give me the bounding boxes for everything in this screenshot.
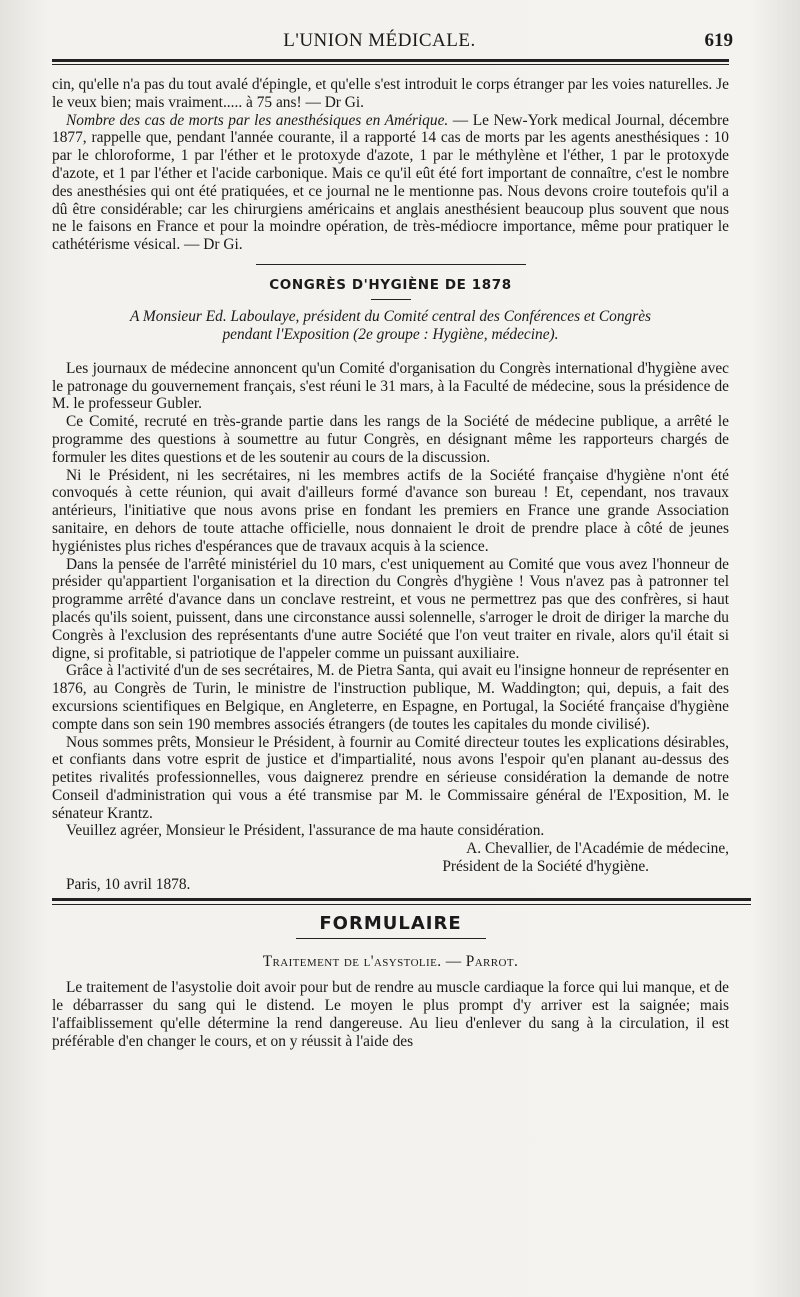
page-body: [52, 76, 729, 1050]
congres-title: CONGRÈS D'HYGIÈNE DE 1878: [269, 276, 512, 293]
congres-paragraph: Nous sommes prêts, Monsieur le Président, à fournir au Comité directeur toutes les explications désirables, et confiants dans votre esprit de justice et d'impartialité, nous avons l'espoir qu'en planant au-dessus des petites rivalités professionnelles, vous daignerez prendre en sérieuse considération la demande de notre Conseil d'administration qui vous a été transmise par M. le Commissaire général de l'Exposition, M. le sénateur Krantz.: [52, 733, 729, 822]
dedication: [62, 308, 719, 344]
intro-paragraph: cin, qu'elle n'a pas du tout avalé d'épingle, et qu'elle s'est introduit le corps étranger par les voies naturelles. Je le veux bien; mais vraiment..... à 75 ans! — Dr Gi.: [52, 76, 729, 111]
running-title: L'UNION MÉDICALE.: [283, 30, 476, 51]
place-date: Paris, 10 avril 1878.: [66, 875, 191, 893]
anesthesia-paragraph: [52, 112, 729, 254]
congres-paragraph: Grâce à l'activité d'un de ses secrétaires, M. de Pietra Santa, qui avait eu l'insigne honneur de représenter en 1876, au Congrès de Turin, le ministre de l'instruction publique, M. Waddington; qui, depuis, a fait des excursions scientifiques en Belgique, en Angleterre, en Espagne, en Portugal, la Société française d'hygiène compte dans son sein 190 membres associés étrangers (de toutes les capitales du monde civilisé).: [52, 662, 729, 733]
page-number: 619: [704, 30, 733, 51]
title-underline: [371, 299, 411, 300]
dedication-line-2: pendant l'Exposition (2e groupe : Hygiène, médecine).: [222, 325, 559, 343]
congres-paragraph: Dans la pensée de l'arrêté ministériel du 10 mars, c'est uniquement au Comité que vous avez l'honneur de présider qu'appartient l'organisation et la direction du Congrès d'hygiène ! Vous n'avez pas à patronner tel programme arrêté d'avance dans un conclave restreint, et vous ne permettrez pas que des confrères, si haut placés qu'ils soient, puissent, dans une circonstance aussi solennelle, s'arroger le droit de diriger la marche du Congrès à l'exclusion des représentants d'une autre Société que l'on veut traiter en rivale, alors qu'il était si digne, si profitable, si patriotique de l'appeler comme un puissant auxiliaire.: [52, 555, 729, 662]
header-rule-thin: [52, 64, 729, 65]
congres-paragraph: Ce Comité, recruté en très-grande partie dans les rangs de la Société de médecine publique, a arrêté le programme des questions à soumettre au futur Congrès, en désignant même les rapporteurs chargés de formuler les dites questions et de les soutenir au cours de la discussion.: [52, 413, 729, 466]
formulaire-title: FORMULAIRE: [319, 912, 462, 934]
dedication-line-1: A Monsieur Ed. Laboulaye, président du Comité central des Conférences et Congrès: [129, 307, 652, 325]
formulaire-underline: [296, 938, 486, 939]
page-header: [52, 0, 733, 58]
congres-paragraph: Les journaux de médecine annoncent qu'un Comité d'organisation du Congrès international d'hygiène avec le patronage du gouvernement français, s'est réuni le 31 mars, à la Faculté de médecine, sous la présidence de M. le professeur Gubler.: [52, 359, 729, 413]
signature-line-1: A. Chevallier, de l'Académie de médecine,: [466, 840, 729, 858]
closing-paragraph: Veuillez agréer, Monsieur le Président, l'assurance de ma haute considération.: [66, 822, 545, 840]
anesthesia-title: Nombre des cas de morts par les anesthésiques en Amérique.: [66, 111, 449, 129]
signature-line-2: Président de la Société d'hygiène.: [442, 858, 649, 876]
header-rule-thick: [52, 59, 729, 62]
section-double-rule: [52, 898, 751, 905]
congres-paragraph: Ni le Président, ni les secrétaires, ni les membres actifs de la Société française d'hygiène n'ont été convoqués à cette réunion, qui avait d'ailleurs formé d'avance son bureau ! Et, cependant, nos travaux antérieurs, l'initiative que nous avons prise en fondant les premiers en France une grande Association sanitaire, en dehors de toute attache officielle, nous donnaient le droit de prendre place à côté de jeunes hygiénistes plus riches d'espérances que de travaux acquis à la science.: [52, 466, 729, 555]
formulaire-subtitle: Traitement de l'asystolie. — Parrot.: [262, 953, 519, 971]
anesthesia-body: — Le New-York medical Journal, décembre 1877, rappelle que, pendant l'année courante, il a rapporté 14 cas de morts par les agents anesthésiques : 10 par le chloroforme, 1 par l'éther et le protoxyde d'azote, 1 par le méthylène et l'éther, 1 par le protoxyde d'azote, et 1 par l'éther et l'acide carbonique. Mais ce qu'il eût été fort important de connaître, c'est le nombre des anesthésies qui ont été pratiquées, et ce journal ne le mentionne pas. Nous devons croire toutefois qu'il a dû être considérable; car les chirurgiens américains et anglais anesthésient beaucoup plus souvent que nous ne le faisons en France et pour la moindre opération, de très-médiocre importance, même pour pratiquer le cathétérisme vésical. — Dr Gi.: [52, 111, 729, 254]
formulaire-paragraph: Le traitement de l'asystolie doit avoir pour but de rendre au muscle cardiaque la force qui lui manque, et de le débarrasser du sang qui le distend. Le moyen le plus prompt d'y arriver est la saignée; mais l'affaiblissement qu'elle détermine la rend dangereuse. Au lieu d'enlever du sang à la circulation, il est préférable d'en changer le cours, et on y réussit à l'aide des: [52, 979, 729, 1050]
section-divider: [256, 264, 526, 265]
